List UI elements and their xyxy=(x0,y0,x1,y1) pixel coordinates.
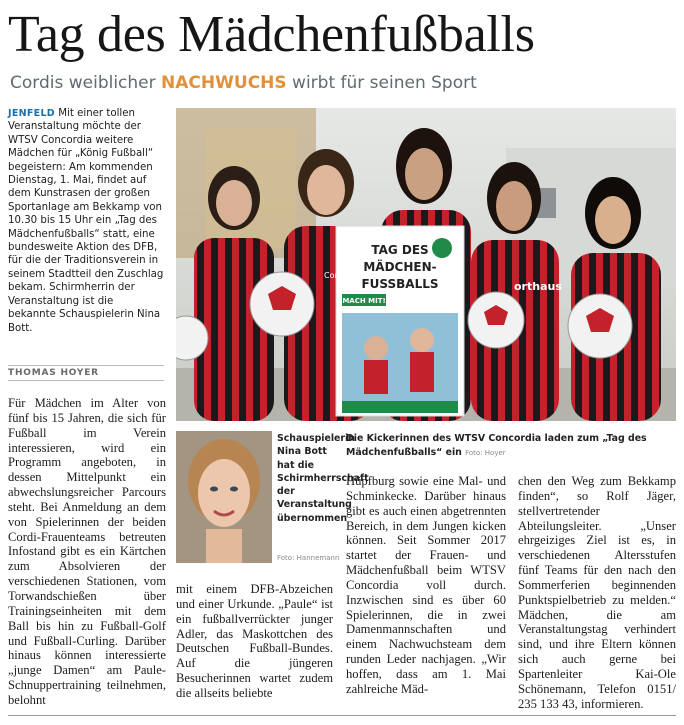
portrait-photo-credit: Foto: Hannemann xyxy=(277,554,340,562)
dateline: JENFELD xyxy=(8,108,55,119)
subheadline xyxy=(10,72,670,94)
shirt-club: Concordia xyxy=(324,271,365,280)
portrait-photo xyxy=(176,431,272,563)
football-icon xyxy=(468,292,524,348)
poster-title-line-3: FUSSBALLS xyxy=(361,277,439,291)
headline: Tag des Mädchenfußballs xyxy=(8,6,535,63)
main-photo-caption xyxy=(346,432,676,460)
main-caption-text: Die Kickerinnen des WTSV Concordia laden zum „Tag des Mädchenfußballs“ ein xyxy=(346,433,647,458)
team-photo xyxy=(176,108,676,421)
portrait-caption: Schauspielerin Nina Bott hat die Schirmherrschaft der Veranstaltung übernommen xyxy=(277,433,369,524)
subheadline-start: Cordis weiblicher xyxy=(10,73,162,93)
team-photo-illustration xyxy=(176,108,676,421)
poster-title-line-1: TAG DES xyxy=(371,243,429,257)
body-column-4: chen den Weg zum Bekkamp finden“, so Rolf Jäger, stellvertretender Abteilungsleiter. „Unser ehrgeiziges Ziel ist es, in verschiedenen Altersstufen fünf Teams für den nach den Sommerferien beginnenden Punktspielbetrieb zu melden.“ Mädchen, die am Veranstaltungstag verhindert sind, und ihre Eltern können sich auch gerne bei Spartenleiter Kai-Ole Schönemann, Telefon 0151/ 235 133 43, informieren. xyxy=(518,474,676,711)
body-column-1: Für Mädchen im Alter von fünf bis 15 Jahren, die sich für Fußball im Verein interessieren, wird ein Programm angeboten, in dessen Mittelpunkt ein abwechslungsreicher Parcours steht. Bei Anmeldung an dem von Spielerinnen der beiden Cordi-Frauenteams betreuten Infostand gibt es ein Kärtchen zum Absolvieren der verschiedenen Stationen, vom Torwandschießen über Trainingseinheiten mit dem Ball bis hin zu Fußball-Golf und Fußball-Curling. Darüber hinaus können interessierte „junge Damen“ am Paule-Schnuppertraining teilnehmen, belohnt xyxy=(8,396,166,707)
body-column-3: Hüpfburg sowie eine Mal- und Schminkecke. Darüber hinaus gibt es auch einen abgetrennten Bereich, in dem Jungen kicken können. Seit Sommer 2017 startet der Frauen- und Mädchenfußball beim WTSV Concordia voll durch. Inzwischen sind es über 60 Spielerinnen, die in zwei Damenmannschaften und einem Nachwuchsteam dem runden Leder nachjagen. „Wir hoffen, dass am 1. Mai zahlreiche Mäd- xyxy=(346,474,506,696)
subheadline-highlight: NACHWUCHS xyxy=(161,73,287,93)
football-icon xyxy=(568,294,632,358)
main-photo-credit: Foto: Hoyer xyxy=(465,449,506,457)
football-icon xyxy=(250,272,314,336)
body-column-2: mit einem DFB-Abzeichen und einer Urkunde. „Paule“ ist ein fußballverrückter junger Adler, das Maskottchen des Deutschen Fußball-Bundes. Auf die jüngeren Besucherinnen wartet zudem die allseits beliebte xyxy=(176,582,333,700)
shirt-sponsor: orthaus xyxy=(514,280,562,293)
intro-paragraph xyxy=(8,107,164,335)
bottom-rule xyxy=(8,715,676,716)
dfb-logo-icon xyxy=(432,238,452,258)
poster-title-line-2: MÄDCHEN- xyxy=(363,260,437,274)
portrait-illustration xyxy=(176,431,272,563)
poster-tag: MACH MIT! xyxy=(342,297,386,305)
intro-text: Mit einer tollen Veranstaltung möchte der WTSV Concordia weitere Mädchen für „König Fußball“ begeistern: Am kommenden Dienstag, 1. Mai, findet auf dem Kunstrasen der großen Sportanlage am Bekkamp von 10.30 bis 15 Uhr ein „Tag des Mädchenfußballs“ statt, eine bundesweite Aktion des DFB, für die der Traditionsverein in seinem Stadtteil den Zuschlag bekam. Schirmherrin der Veranstaltung ist die bekannte Schauspielerin Nina Bott. xyxy=(8,108,164,334)
author-byline: THOMAS HOYER xyxy=(8,365,164,381)
subheadline-end: wirbt für seinen Sport xyxy=(286,73,477,93)
